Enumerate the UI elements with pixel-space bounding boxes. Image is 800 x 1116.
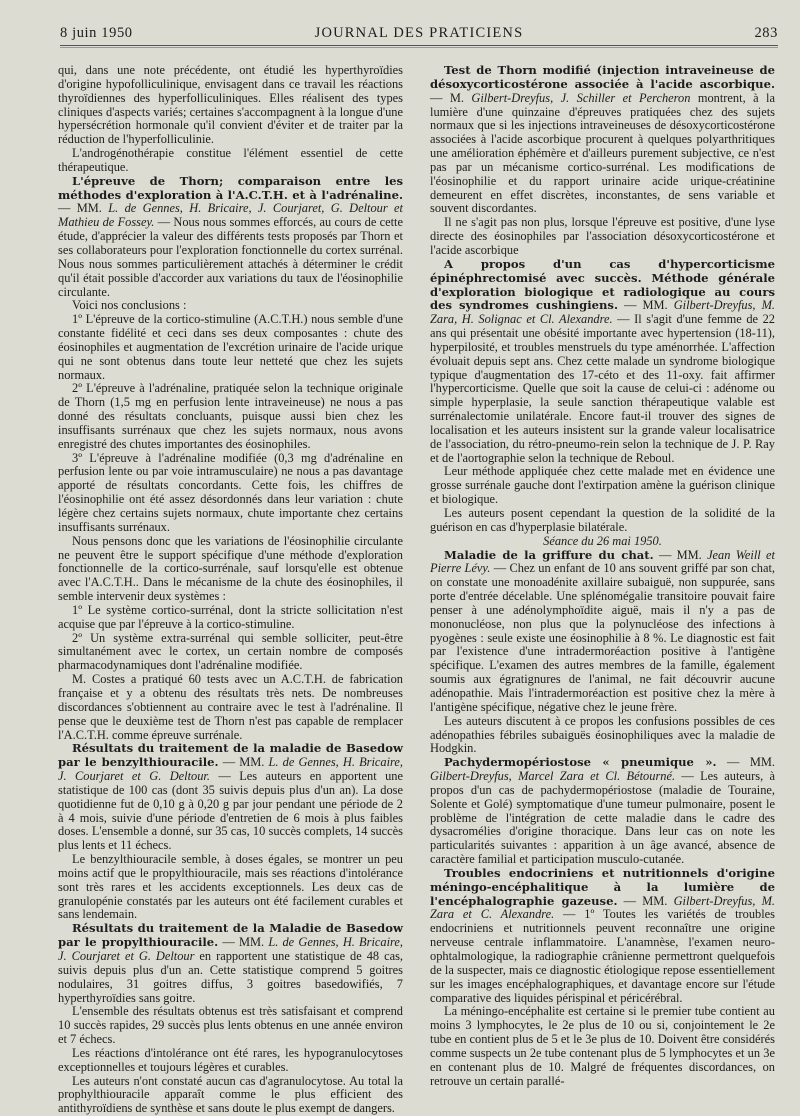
paragraph: L'ensemble des résultats obtenus est très satisfaisant et comprend 10 succès rapides, 29 succès plus lents obtenus en une année environ et 7 échecs. bbox=[58, 1004, 403, 1047]
paragraph: Les auteurs posent cependant la question de la solidité de la guérison en cas d'hyperplasie bilatérale. bbox=[430, 506, 775, 534]
article-title: L'épreuve de Thorn; comparaison entre les méthodes d'exploration à l'A.C.T.H. et à l'adrénaline. bbox=[58, 173, 403, 202]
article-title: Résultats du traitement de la maladie de Basedow par le benzylthiouracile. bbox=[58, 741, 403, 770]
article-entry bbox=[58, 175, 403, 300]
paragraph: 2º Un système extra-surrénal qui semble solliciter, peut-être simultanément avec le cortex, un certain nombre de composés pharmacodynamiques dont l'adrénaline modifiée. bbox=[58, 630, 403, 673]
issue-date: 8 juin 1950 bbox=[60, 25, 133, 41]
article-authors: L. de Gennes, H. Bricaire, J. Courjaret et G. Deltour. bbox=[58, 755, 403, 784]
paragraph: 2º L'épreuve à l'adrénaline, pratiquée selon la technique originale de Thorn (1,5 mg en perfusion lente intraveineuse) ne nous a pas donné des résultats concluants, puisque aussi bien chez les insuffisants surrénaux que chez les sujets normaux, nous avons enregistré des chutes importantes des éosinophiles. bbox=[58, 381, 403, 451]
article-text: — 1º Toutes les variétés de troubles endocriniens et nutritionnels peuvent reconnaître une origine nerveuse centrale inflammatoire. L'anamnèse, l'examen neuro-ophtalmologique, la radiographie crânienne permettront quelquefois de la suspecter, mais ce diagnostic étiologique repose essentiellement sur les images encéphalographiques, et davantage encore sur l'étude comparative des liquides périspinal et péricérébral. bbox=[430, 907, 775, 1005]
authors-prefix: — MM. bbox=[617, 893, 674, 908]
article-authors: Gilbert-Dreyfus, Marcel Zara et Cl. Bétourné. bbox=[430, 769, 676, 784]
article-entry bbox=[58, 742, 403, 853]
paragraph: L'androgénothérapie constitue l'élément essentiel de cette thérapeutique. bbox=[58, 146, 403, 174]
left-column bbox=[58, 63, 403, 1116]
article-authors: Gilbert-Dreyfus, M. Zara, H. Solignac et Cl. Alexandre. bbox=[430, 298, 775, 327]
article-title: Troubles endocriniens et nutritionnels d'origine méningo-encéphalitique à la lumière de l'encéphalographie gazeuse. bbox=[430, 865, 775, 908]
journal-title: JOURNAL DES PRATICIENS bbox=[314, 25, 524, 41]
article-text: — Nous nous sommes efforcés, au cours de cette étude, d'apprécier la valeur des différents tests proposés par Thorn et ses collaborateurs pour l'exploration fonctionnelle du cortex surrénal. Nous nous sommes particulièrement attachés à déterminer le crédit qu'il était possible d'accorder aux variations du taux de l'éosinophilie circulante. bbox=[58, 215, 403, 299]
article-authors: Jean Weill et Pierre Lévy. bbox=[430, 547, 775, 576]
article-title: Pachydermopériostose « pneumique ». bbox=[444, 755, 717, 770]
header-rule bbox=[60, 45, 778, 46]
article-authors: Gilbert-Dreyfus, M. Zara et C. Alexandre. bbox=[430, 893, 775, 922]
article-text: — Il s'agit d'une femme de 22 ans qui présentait une obésité importante avec hypertension (18-11), hyperpilosité, et troubles menstruels du type aménorrhée. L'affection évoluait depuis sept ans. Chez cette malade un syndrome biologique typique d'augmentation des 17-céto et des 11-oxy. fait affirmer l'hypercorticisme. Quelle que soit la cause de celui-ci : adénome ou simple hyperplasie, la seule sanction thérapeutique valable est surrénalectomie unilatérale. Encore faut-il trouver des signes de localisation et les auteurs insistent sur la grande valeur localisatrice de l'association, du rétro-pneumo-rein selon la technique de J. P. Ray et de l'aortographie selon la technique de Reboul. bbox=[430, 312, 775, 465]
article-text: — Les auteurs, à propos d'un cas de pachydermopériostose (maladie de Touraine, Solente et Golé) symptomatique d'une tumeur pulmonaire, posent le problème de l'intégration de cette maladie dans le cadre des dysacromélies d'origine thoracique. Dans leur cas on note les particularités suivantes : apparition à un âge avancé, absence de caractère familial et participation musculo-cutanée. bbox=[430, 769, 775, 867]
paragraph: La méningo-encéphalite est certaine si le premier tube contient au moins 3 lymphocytes, le 2e plus de 10 ou si, conjointement le 2e tube en contient plus de 5 et le 3e plus de 10. Doivent être considérés comme suspects un 2e tube contenant plus de 5 lymphocytes et un 3e en contenant plus de 10. Malgré de fréquentes discordances, on retrouve un certain parallé- bbox=[430, 1004, 775, 1088]
authors-prefix: — M. bbox=[430, 90, 472, 105]
article-title: A propos d'un cas d'hypercorticisme épinéphrectomisé avec succès. Méthode générale d'exploration biologique et radiologique au cours des syndromes cushingiens. bbox=[430, 256, 775, 313]
article-authors: L. de Gennes, H. Bricaire, J. Courjaret et G. Deltour bbox=[58, 935, 403, 963]
article-text: — Chez un enfant de 10 ans souvent griffé par son chat, on constate une monoadénite axillaire subaiguë, non suppurée, sans porte d'entrée décelable. Une splénomégalie transitoire pouvait faire penser à une adénolymphoïdite aiguë, mais il n'y a pas de mononucléose, non plus que la polynucléose des infections à pyogènes : seule existe une éosinophilie à 8 %. Le diagnostic est fait par l'existence d'une intradermoréaction positive à l'antigène spécifique. L'examen des autres membres de la famille, également soumis aux égratignures de l'animal, ne fait découvrir aucune adénopathie. Mais l'intradermoréaction est positive chez la mère à l'antigène spécifique, négative chez le jeune frère. bbox=[430, 561, 775, 714]
article-title: Maladie de la griffure du chat. bbox=[444, 547, 654, 562]
paragraph: Nous pensons donc que les variations de l'éosinophilie circulante ne peuvent être le support spécifique d'une méthode d'exploration fonctionnelle de la cortico-surrénale, sauf lorsqu'elle est obtenue avec l'A.C.T.H.. Dans le mécanisme de la chute des éosinophiles, il semble intervenir deux systèmes : bbox=[58, 533, 403, 604]
paragraph: 3º L'épreuve à l'adrénaline modifiée (0,3 mg d'adrénaline en perfusion lente ou par voie intramusculaire) ne nous a pas davantage apporté de résultats concordants. Cette fois, les chiffres de l'éosinophilie ont été assez désordonnés dans leur variation : chute légère chez certains sujets normaux, chute importante chez certains insuffisants surrénaux. bbox=[58, 450, 403, 534]
paragraph: Il ne s'agit pas non plus, lorsque l'épreuve est positive, d'une lyse directe des éosinophiles par l'association désoxycorticostérone et l'acide ascorbique bbox=[430, 215, 775, 257]
authors-prefix: — MM. bbox=[618, 298, 674, 313]
session-date: Séance du 26 mai 1950. bbox=[543, 533, 662, 548]
paragraph: 1º L'épreuve de la cortico-stimuline (A.C.T.H.) nous semble d'une constante fidélité et ceci dans ses deux composantes : chute des éosinophiles et augmentation de l'excrétion urinaire de l'acide urique qui ne sont obtenus dans toute leur netteté que chez les sujets normaux. bbox=[58, 312, 403, 382]
paragraph: 1º Le système cortico-surrénal, dont la stricte sollicitation n'est acquise que par l'épreuve à la cortico-stimuline. bbox=[58, 602, 403, 631]
authors-prefix: — MM. bbox=[218, 935, 269, 950]
authors-prefix: — MM. bbox=[716, 755, 776, 770]
paragraph: Le benzylthiouracile semble, à doses égales, se montrer un peu moins actif que le propylthiouracile, mais ses réactions d'intolérance sont très rares et les accidents exceptionnels. Les deux cas de granulopénie constatés par les auteurs ont été facilement curables et sans lendemain. bbox=[58, 852, 403, 922]
paragraph: Les auteurs discutent à ce propos les confusions possibles de ces adénopathies fébriles subaiguës éosinophiliques avec la maladie de Hodgkin. bbox=[430, 713, 775, 756]
paragraph: M. Costes a pratiqué 60 tests avec un A.C.T.H. de fabrication française et y a obtenu des résultats très nets. De nombreuses discordances s'obtiennent au contraire avec le test à l'adrénaline. Il pense que le deuxième test de Thorn n'est pas capable de remplacer l'A.C.T.H. comme épreuve surrénale. bbox=[58, 672, 403, 742]
authors-prefix: — MM. bbox=[58, 201, 109, 216]
article-entry bbox=[430, 549, 775, 715]
article-entry bbox=[430, 64, 775, 216]
right-column bbox=[430, 63, 776, 1088]
article-title: Résultats du traitement de la Maladie de Basedow par le propylthiouracile. bbox=[58, 921, 403, 950]
article-text: en rapportent une statistique de 48 cas, suivis depuis plus d'un an. Cette statistique comprend 5 goitres nodulaires, 31 goitres diffus, 3 goitres basedowifiés, 7 hyperthyroïdies sans goitre. bbox=[58, 949, 403, 1005]
authors-prefix: — MM. bbox=[218, 755, 269, 770]
article-text: — Les auteurs en apportent une statistique de 100 cas (dont 35 suivis depuis plus d'un an). La dose quotidienne fut de 0,10 g à 0,20 g par jour pendant une période de 2 à 4 mois, suivie d'une période d'entretien de 6 mois à plus faibles doses. L'ensemble a donné, sur 35 cas, 10 succès complets, 14 succès plus lents et 11 échecs. bbox=[58, 769, 403, 853]
page-number: 283 bbox=[754, 25, 778, 41]
paragraph: Leur méthode appliquée chez cette malade met en évidence une grosse surrénale gauche dont l'extirpation amène la guérison clinique et biologique. bbox=[430, 464, 775, 507]
running-header bbox=[60, 22, 778, 46]
paragraph: Voici nos conclusions : bbox=[72, 298, 187, 313]
paragraph: Les réactions d'intolérance ont été rares, les hypogranulocytoses exceptionnelles et toujours légères et curables. bbox=[58, 1045, 403, 1074]
article-authors: L. de Gennes, H. Bricaire, J. Courjaret, G. Deltour et Mathieu de Fossey. bbox=[58, 201, 403, 230]
article-authors: Gilbert-Dreyfus, J. Schiller et Percheron bbox=[471, 90, 691, 105]
paragraph: Les auteurs n'ont constaté aucun cas d'agranulocytose. Au total la prophylthiouracile apparaît comme le plus efficient des antithyroïdiens de synthèse et sans doute le plus exempt de dangers. bbox=[58, 1073, 403, 1116]
authors-prefix: — MM. bbox=[653, 547, 708, 562]
article-entry bbox=[430, 867, 775, 1005]
paragraph: qui, dans une note précédente, ont étudié les hyperthyroïdies d'origine hypofolliculinique, envisagent dans ce travail les réactions thyroïdiennes des hyperfolliculiniques. Elles réalisent des types cliniques d'aspects variés; certaines s'accompagnent à la longue d'une hypersécrétion hormonale qu'il convient d'éviter et de traiter par la réduction de l'hyperfolliculinie. bbox=[58, 63, 403, 147]
article-entry bbox=[430, 756, 775, 867]
article-title: Test de Thorn modifié (injection intraveineuse de désoxycorticostérone associée à l'acide ascorbique. bbox=[430, 63, 775, 91]
article-entry bbox=[58, 922, 403, 1005]
article-entry bbox=[430, 258, 775, 466]
header-rule-secondary bbox=[60, 47, 778, 48]
article-text: montrent, à la lumière d'une quinzaine d'épreuves pratiquées chez des sujets normaux que si les injections intraveineuses de désoxycorticostérone associées à l'acide ascorbique procurent à quelques polyarthritiques une amélioration éphémère et d'ailleurs purement subjective, ce n'est pas par un mécanisme cortico-surrénal. Les modifications de l'éosinophilie et du rapport urinaire acide urique-créatinine demeurent en effet discrètes, inconstantes, de sens variable et souvent discordantes. bbox=[430, 90, 775, 216]
